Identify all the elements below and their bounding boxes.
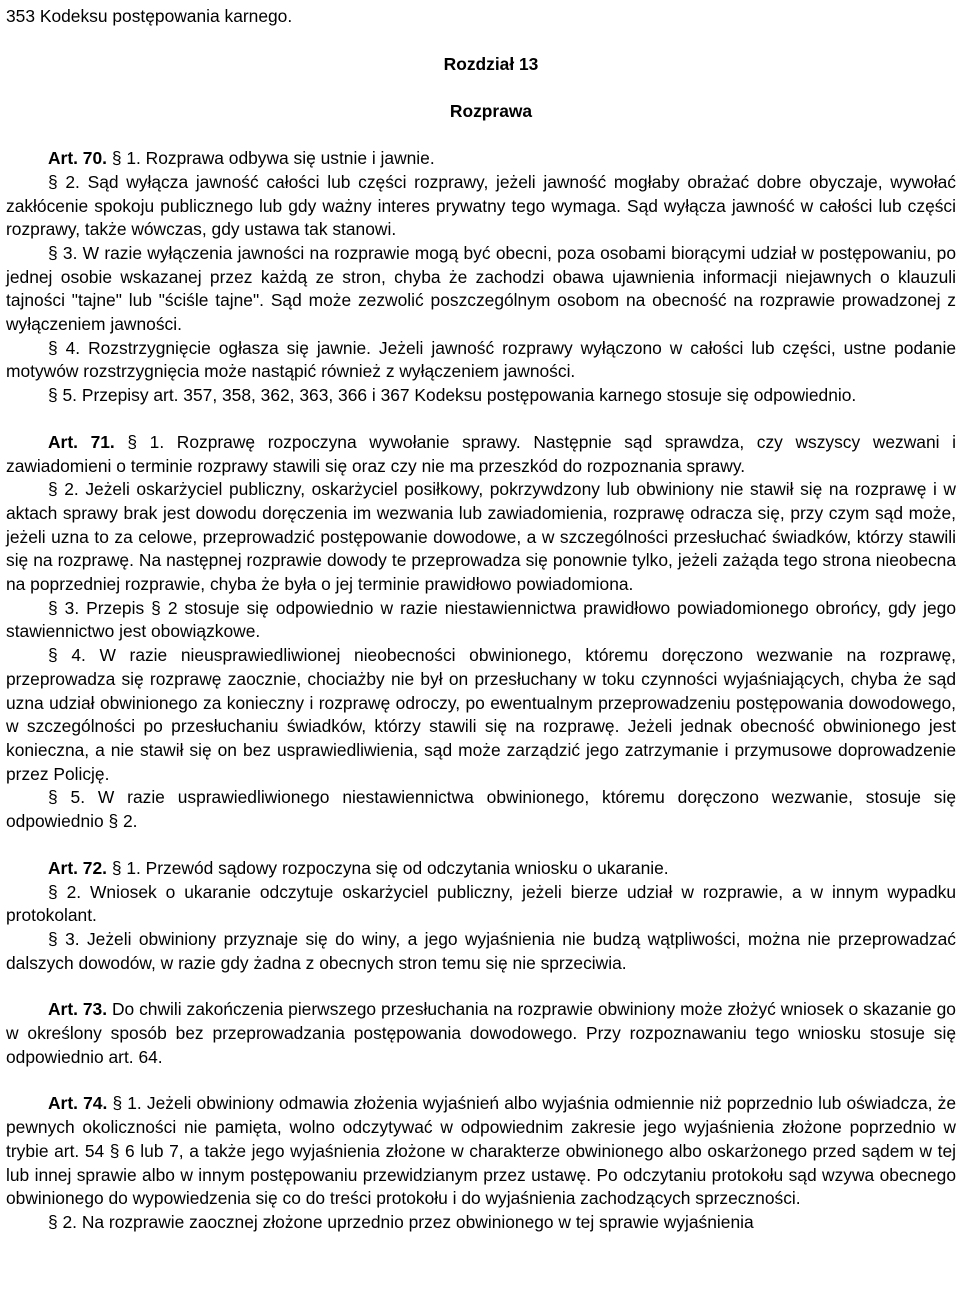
article-70-paragraph-4: § 4. Rozstrzygnięcie ogłasza się jawnie. Jeżeli jawność rozprawy wyłączono w całości lub części, ustne podanie motywów rozstrzygnięcia może nastąpić również z wyłączeniem jawności. — [6, 337, 956, 382]
article-74-label: Art. 74. — [48, 1093, 108, 1114]
article-71-paragraph-5: § 5. W razie usprawiedliwionego niestawiennictwa obwinionego, któremu doręczono wezwanie, stosuje się odpowiednio § 2. — [6, 787, 956, 832]
article-73 — [6, 998, 956, 1069]
article-70-paragraph-3: § 3. W razie wyłączenia jawności na rozprawie mogą być obecni, poza osobami biorącymi udział w postępowaniu, po jednej osobie wskazanej przez każdą ze stron, chyba że zachodzi obawa ujawnienia informacji niejawnych o klauzuli tajności "tajne" lub "ściśle tajne". Sąd może zezwolić poszczególnym osobom na obecność na rozprawie prowadzonej z wyłączeniem jawności. — [6, 242, 956, 335]
article-71 — [6, 431, 956, 834]
article-74-paragraph-2: § 2. Na rozprawie zaocznej złożone uprzednio przez obwinionego w tej sprawie wyjaśnienia — [48, 1211, 754, 1232]
article-70-paragraph-1: Art. 70. § 1. Rozprawa odbywa się ustnie i jawnie. — [48, 148, 435, 169]
article-71-label: Art. 71. — [48, 431, 115, 452]
article-70 — [6, 147, 956, 408]
article-72-paragraph-1: Art. 72. § 1. Przewód sądowy rozpoczyna się od odczytania wniosku o ukaranie. — [48, 857, 669, 878]
article-74 — [6, 1092, 956, 1234]
article-71-paragraph-2: § 2. Jeżeli oskarżyciel publiczny, oskarżyciel posiłkowy, pokrzywdzony lub obwiniony nie stawił się na rozprawę i w aktach sprawy brak jest dowodu doręczenia im wezwania lub zawiadomienia, rozprawę odracza się, przy czym sąd może, jeżeli uzna to za celowe, przeprowadzić postępowanie dowodowe, a w szczególności przesłuchać świadków, którzy stawili się na rozprawę. Na następnej rozprawie dowody te przeprowadza się ponownie tylko, jeżeli zażąda tego strona nieobecna na poprzedniej rozprawie, chyba że była o jej terminie prawidłowo powiadomiona. — [6, 479, 956, 595]
article-71-paragraph-4: § 4. W razie nieusprawiedliwionej nieobecności obwinionego, któremu doręczono wezwanie na rozprawę, przeprowadza się rozprawę zaocznie, chociażby nie był on przesłuchany w toku czynności wyjaśniających, chyba że sąd uzna udział obwinionego za konieczny i rozprawę odroczy, po ewentualnym przeprowadzeniu postępowania dowodowego, w szczególności po przesłuchaniu świadków, którzy stawili się na rozprawę. Jeżeli jednak obecność obwinionego jest konieczna, a nie stawił się on bez usprawiedliwienia, sąd może zarządzić jego zatrzymanie i przymusowe doprowadzenie przez Policję. — [6, 645, 956, 784]
article-72-paragraph-2: § 2. Wniosek o ukaranie odczytuje oskarżyciel publiczny, jeżeli bierze udział w rozprawie, a w innym wypadku protokolant. — [6, 881, 956, 926]
article-71-paragraph-3: § 3. Przepis § 2 stosuje się odpowiednio w razie niestawiennictwa prawidłowo powiadomionego obrońcy, gdy jego stawiennictwo jest obowiązkowe. — [6, 597, 956, 642]
article-72-paragraph-3: § 3. Jeżeli obwiniony przyznaje się do winy, a jego wyjaśnienia nie budzą wątpliwości, można nie przeprowadzać dalszych dowodów, w razie gdy żadna z obecnych stron temu się nie sprzeciwia. — [6, 928, 956, 973]
article-70-paragraph-2: § 2. Sąd wyłącza jawność całości lub części rozprawy, jeżeli jawność mogłaby obrażać dobre obyczaje, wywołać zakłócenie spokoju publicznego lub gdy ważny interes prywatny tego wymaga. Sąd wyłącza jawność w całości lub części rozprawy, także wówczas, gdy ustawa tak stanowi. — [6, 171, 956, 240]
chapter-title: Rozprawa — [449, 101, 533, 122]
article-70-label: Art. 70. — [48, 148, 107, 169]
article-71-paragraph-1: Art. 71. § 1. Rozprawę rozpoczyna wywołanie sprawy. Następnie sąd sprawdza, czy wszyscy wezwani i zawiadomieni o terminie rozprawy stawili się oraz czy nie ma przeszkód do rozpoznania sprawy. — [6, 431, 956, 476]
article-74-paragraph-1: Art. 74. § 1. Jeżeli obwiniony odmawia złożenia wyjaśnień albo wyjaśnia odmiennie niż poprzednio lub oświadcza, że pewnych okoliczności nie pamięta, wolno odczytywać w odpowiednim zakresie jego wyjaśnienia złożone poprzednio w trybie art. 54 § 6 lub 7, a także jego wyjaśnienia złożone w charakterze obwinionego albo oskarżonego przed sądem w tej lub innej sprawie albo w innym postępowaniu przewidzianym przez ustawę. Po odczytaniu protokołu sąd wzywa obecnego obwinionego do wypowiedzenia się co do treści protokołu i do wyjaśnienia zachodzących sprzeczności. — [6, 1093, 956, 1209]
article-70-paragraph-5: § 5. Przepisy art. 357, 358, 362, 363, 366 i 367 Kodeksu postępowania karnego stosuje się odpowiednio. — [48, 385, 857, 406]
article-73-label: Art. 73. — [48, 999, 108, 1020]
previous-article-ending: 353 Kodeksu postępowania karnego. — [6, 6, 293, 26]
article-72 — [6, 857, 956, 976]
chapter-number: Rozdział 13 — [443, 53, 539, 74]
article-73-paragraph-1: Art. 73. Do chwili zakończenia pierwszego przesłuchania na rozprawie obwiniony może złożyć wniosek o skazanie go w określony sposób bez przeprowadzania postępowania dowodowego. Przy rozpoznawaniu tego wniosku stosuje się odpowiednio art. 64. — [6, 999, 956, 1067]
article-72-label: Art. 72. — [48, 857, 107, 878]
